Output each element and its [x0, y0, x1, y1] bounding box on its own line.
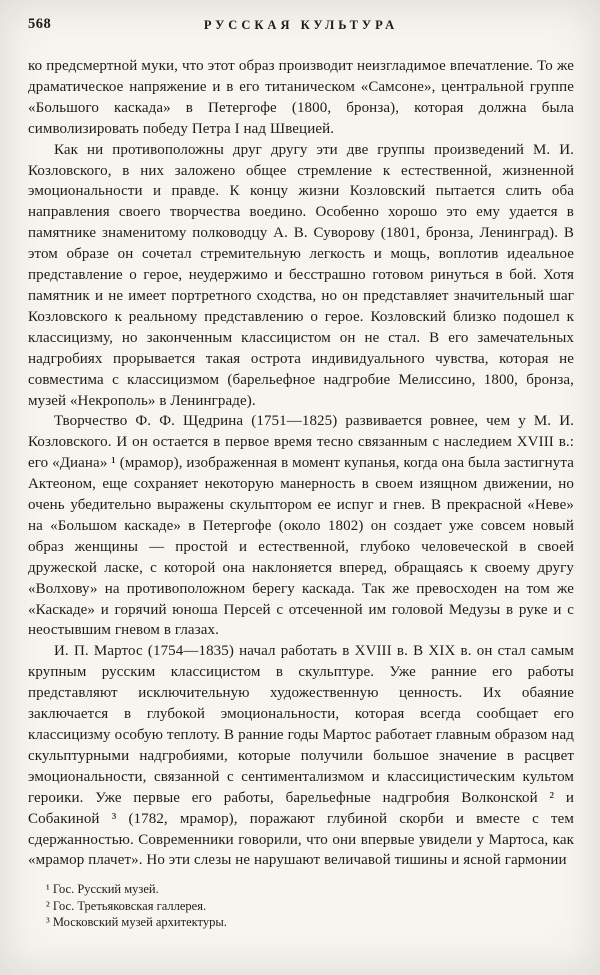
page-header: РУССКАЯ КУЛЬТУРА [203, 18, 399, 32]
footnote: ² Гос. Третьяковская галлерея. [46, 898, 207, 913]
footnotes [28, 881, 574, 931]
paragraph: И. П. Мартос (1754—1835) начал работать в XVIII в. В XIX в. он стал самым крупным русским классицистом в скульптуре. Уже ранние его работы представляют исключительную художественную ценность. Их обаяние заключается в глубокой эмоциональности, которая всегда сообщает его классицизму особую теплоту. В ранние годы Мартос работает главным образом над скульптурными надгробиями, которые получили большое значение в расцвет эмоциональности, связанной с сентиментализмом и классицистическим культом героики. Уже первые его работы, барельефные надгробия Волконской ² и Собакиной ³ (1782, мрамор), поражают глубиной скорби и вместе с тем сдержанностью. Современники говорили, что они впервые увидели у Мартоса, как «мрамор плачет». Но эти слезы не нарушают величавой тишины и ясной гармонии [28, 643, 574, 869]
page-number: 568 [28, 16, 52, 32]
footnote: ¹ Гос. Русский музей. [46, 882, 159, 897]
footnote: ³ Московский музей архитектуры. [46, 915, 227, 930]
body-text [28, 56, 574, 871]
paragraph: Творчество Ф. Ф. Щедрина (1751—1825) развивается ровнее, чем у М. И. Козловского. И он остается в первое время тесно связанным с наследием XVIII в.: его «Диана» ¹ (мрамор), изображенная в момент купанья, когда она была застигнута Актеоном, еще сохраняет некоторую манерность в своем изящном движении, но очень убедительно выражены скульптором ее испуг и гнев. В прекрасной «Неве» на «Большом каскаде» в Петергофе (около 1802) он создает уже совсем новый образ женщины — простой и естественной, глубоко человеческой в своей дружеской ласке, с которой она наклоняется вперед, обращаясь к своему другу «Волхову» на противоположном берегу каскада. Так же превосходен на том же «Каскаде» и горячий юноша Персей с отсеченной им головой Медузы в руке и с неостывшим гневом в глазах. [28, 413, 574, 639]
paragraph: Как ни противоположны друг другу эти две группы произведений М. И. Козловского, в них заложено общее стремление к естественной, жизненной эмоциональности и правде. К концу жизни Козловский пытается слить оба направления своего творчества воедино. Особенно хорошо это ему удается в памятнике знаменитому полководцу А. В. Суворову (1801, бронза, Ленинград). В этом образе он сочетал стремительную легкость и мощь, воплотив идеальное представление о герое, неудержимо и бесстрашно готовом ринуться в бой. Хотя памятник и не имеет портретного сходства, но он представляет значительный шаг Козловского к реальному представлению о герое. Козловский близко подошел к классицизму, но законченным классицистом он не стал. В его замечательных надгробиях прорывается такая острота индивидуального чувства, которая не совместима с классицизмом (барельефное надгробие Мелиссино, 1800, бронза, музей «Некрополь» в Ленинграде). [28, 141, 574, 409]
paragraph: ко предсмертной муки, что этот образ производит неизгладимое впечатление. То же драматическое напряжение и в его титаническом «Самсоне», центральной группе «Большого каскада» в Петергофе (1800, бронза), которая должна была символизировать победу Петра I над Швецией. [28, 58, 574, 137]
running-head [28, 14, 574, 40]
